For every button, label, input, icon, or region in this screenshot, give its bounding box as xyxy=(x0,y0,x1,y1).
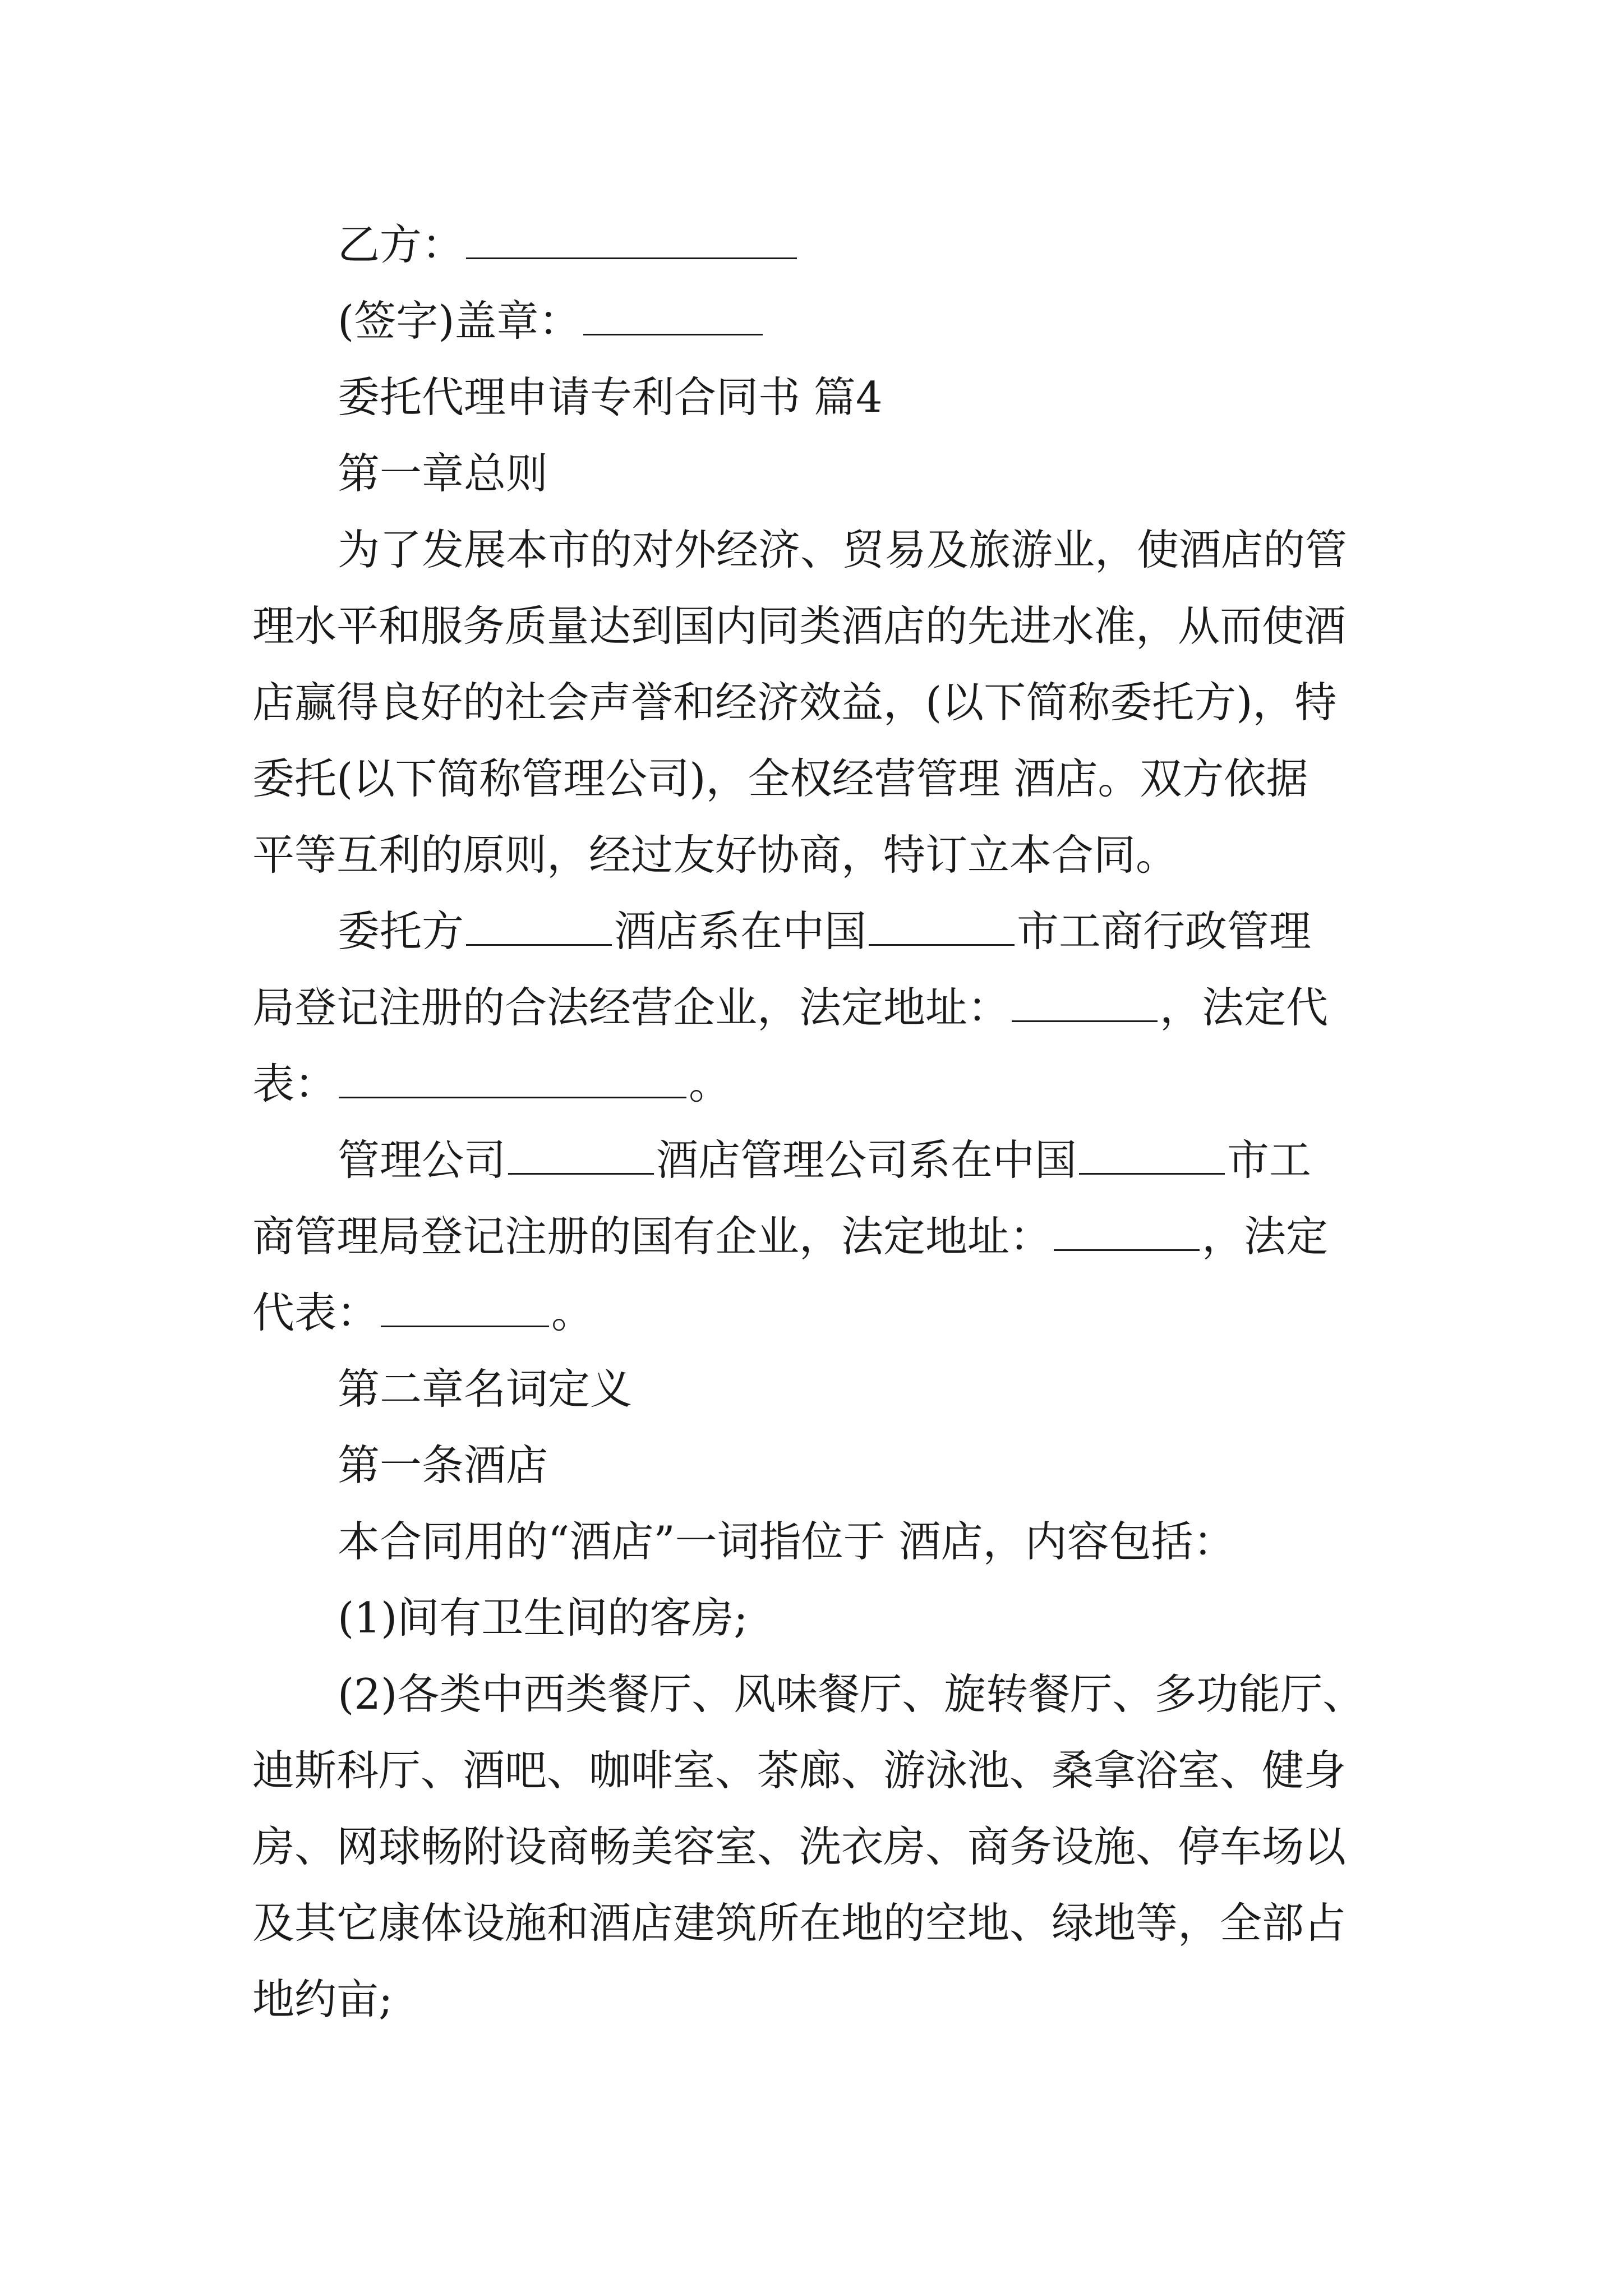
manager-line-1 xyxy=(252,1122,1380,1198)
client-address-label: 局登记注册的合法经营企业，法定地址： xyxy=(252,983,1010,1032)
item-2-line-1: (2)各类中西类餐厅、风味餐厅、旋转餐厅、多功能厅、 xyxy=(338,1669,1365,1719)
item-2-line-4: 及其它康体设施和酒店建筑所在地的空地、绿地等，全部占 xyxy=(252,1898,1347,1948)
client-line-3 xyxy=(252,1046,1380,1122)
manager-label: 管理公司 xyxy=(338,1135,506,1185)
client-line-1 xyxy=(252,893,1380,969)
section-title: 委托代理申请专利合同书 篇4 xyxy=(338,372,883,422)
client-line-2 xyxy=(252,969,1380,1046)
manager-rep-blank xyxy=(381,1286,549,1327)
client-text: 酒店系在中国 xyxy=(614,907,867,956)
manager-city-blank xyxy=(1079,1133,1225,1175)
article-1-intro: 本合同用的“酒店”一词指位于 酒店，内容包括： xyxy=(338,1517,1235,1566)
client-period: 。 xyxy=(689,1059,731,1108)
client-rep-blank xyxy=(339,1057,686,1098)
seal-blank xyxy=(583,294,763,335)
document-body xyxy=(252,206,1380,2037)
intro-line-3: 店赢得良好的社会声誉和经济效益，(以下简称委托方)，特 xyxy=(252,678,1337,727)
manager-address-label: 商管理局登记注册的国有企业，法定地址： xyxy=(252,1212,1052,1261)
item-2-line-5: 地约亩; xyxy=(252,1975,393,2024)
intro-line-1: 为了发展本市的对外经济、贸易及旅游业，使酒店的管 xyxy=(338,525,1348,574)
client-rep-label: ，法定代 xyxy=(1160,983,1329,1032)
manager-line-2 xyxy=(252,1198,1380,1274)
seal-line xyxy=(252,283,1380,359)
client-name-blank xyxy=(466,904,612,946)
manager-rep-label: ，法定 xyxy=(1202,1212,1329,1261)
item-2-line-3: 房、网球畅附设商畅美容室、洗衣房、商务设施、停车场以 xyxy=(252,1822,1347,1871)
client-text-2: 市工商行政管理 xyxy=(1017,907,1312,956)
manager-rep-label-2: 代表： xyxy=(252,1288,379,1337)
intro-line-5: 平等互利的原则，经过友好协商，特订立本合同。 xyxy=(252,830,1178,880)
manager-text-2: 市工 xyxy=(1227,1135,1312,1185)
manager-period: 。 xyxy=(551,1288,594,1337)
item-2-line-2: 迪斯科厅、酒吧、咖啡室、茶廊、游泳池、桑拿浴室、健身 xyxy=(252,1746,1347,1795)
party-b-blank xyxy=(466,218,797,259)
party-b-line xyxy=(252,206,1380,283)
intro-line-2: 理水平和服务质量达到国内同类酒店的先进水准，从而使酒 xyxy=(252,601,1347,651)
article-1-title: 第一条酒店 xyxy=(338,1441,548,1490)
manager-name-blank xyxy=(508,1133,654,1175)
party-b-label: 乙方： xyxy=(338,220,464,269)
manager-line-3 xyxy=(252,1274,1380,1351)
chapter-2-title: 第二章名词定义 xyxy=(338,1364,633,1414)
client-city-blank xyxy=(869,904,1015,946)
item-1: (1)间有卫生间的客房; xyxy=(338,1593,748,1642)
manager-address-blank xyxy=(1054,1209,1200,1251)
chapter-1-title: 第一章总则 xyxy=(338,449,548,498)
seal-label: (签字)盖章： xyxy=(338,296,581,346)
client-rep-label-2: 表： xyxy=(252,1059,337,1108)
manager-text: 酒店管理公司系在中国 xyxy=(656,1135,1077,1185)
client-address-blank xyxy=(1012,981,1158,1022)
client-label: 委托方 xyxy=(338,907,464,956)
intro-line-4: 委托(以下简称管理公司)，全权经营管理 酒店。双方依据 xyxy=(252,754,1308,803)
